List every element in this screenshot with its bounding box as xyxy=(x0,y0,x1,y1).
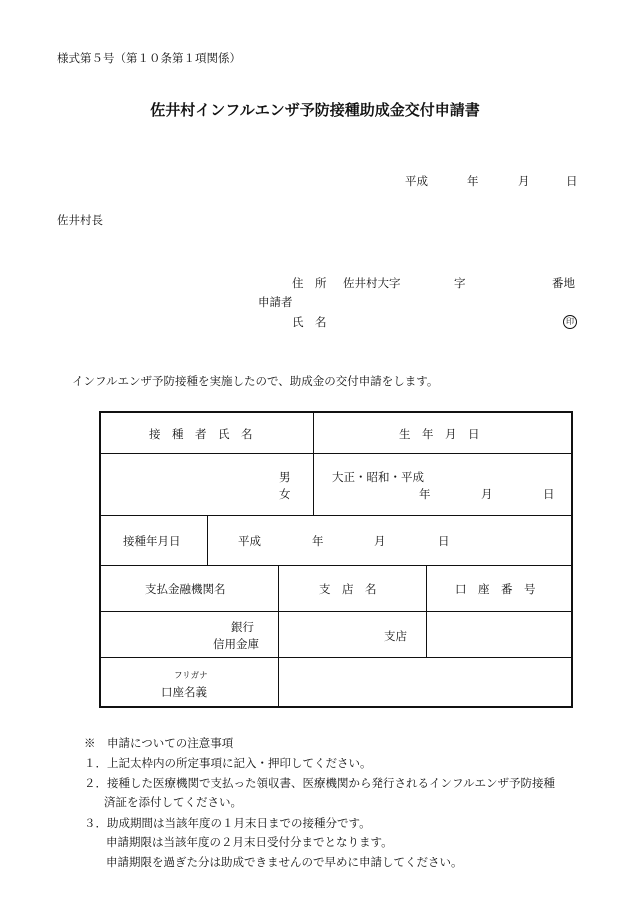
birth-year-label: 年 xyxy=(419,487,431,501)
male-option: 男 xyxy=(279,470,291,484)
era-options: 大正・昭和・平成 xyxy=(332,470,424,484)
birth-day-label: 日 xyxy=(543,487,555,501)
applicant-role-label: 申請者 xyxy=(258,295,293,309)
branch-header: 支 店 名 xyxy=(319,582,377,596)
aza-label: 字 xyxy=(454,276,466,290)
date-day: 日 xyxy=(566,174,578,188)
application-table xyxy=(99,411,573,708)
account-number-header: 口 座 番 号 xyxy=(455,582,536,596)
date-year: 年 xyxy=(467,174,479,188)
furigana-label: フリガナ xyxy=(174,671,208,681)
date-month: 月 xyxy=(518,174,530,188)
page-title: 佐井村インフルエンザ予防接種助成金交付申請書 xyxy=(150,101,480,119)
birth-month-label: 月 xyxy=(481,487,493,501)
note-item-continued: 済証を添付してください。 xyxy=(104,795,242,809)
vaccination-era: 平成 xyxy=(238,534,261,548)
banchi-label: 番地 xyxy=(552,276,575,290)
vaccination-date-label: 接種年月日 xyxy=(123,534,181,548)
note-item-continued: 申請期限は当該年度の２月末日受付分までとなります。 xyxy=(106,835,393,849)
seal-icon: 印 xyxy=(563,315,577,329)
address-value: 佐井村大字 xyxy=(343,276,401,290)
branch-suffix: 支店 xyxy=(384,629,407,643)
female-option: 女 xyxy=(279,487,291,501)
bank-header: 支払金融機関名 xyxy=(145,582,226,596)
form-number: 様式第５号（第１０条第１項関係） xyxy=(57,51,241,65)
note-item: ３．助成期間は当該年度の１月末日までの接種分です。 xyxy=(84,816,371,830)
vaccination-year: 年 xyxy=(312,534,324,548)
addressee: 佐井村長 xyxy=(57,213,103,227)
statement: インフルエンザ予防接種を実施したので、助成金の交付申請をします。 xyxy=(72,374,439,388)
vaccination-day: 日 xyxy=(438,534,450,548)
name-label: 氏 名 xyxy=(292,315,327,329)
birthdate-header: 生 年 月 日 xyxy=(399,427,480,441)
date-era: 平成 xyxy=(405,174,428,188)
note-item: ２．接種した医療機関で支払った領収書、医療機関から発行されるインフルエンザ予防接種 xyxy=(84,776,556,790)
account-name-label: 口座名義 xyxy=(161,685,207,699)
note-item: １．上記太枠内の所定事項に記入・押印してください。 xyxy=(84,756,372,770)
notes-heading: ※ 申請についての注意事項 xyxy=(84,736,234,750)
bank-suffix: 銀行 xyxy=(231,620,254,634)
credit-union-suffix: 信用金庫 xyxy=(213,637,259,651)
vaccination-month: 月 xyxy=(374,534,386,548)
name-header: 接 種 者 氏 名 xyxy=(149,427,253,441)
address-label: 住 所 xyxy=(292,276,327,290)
note-item-continued: 申請期限を過ぎた分は助成できませんので早めに申請してください。 xyxy=(106,855,463,869)
